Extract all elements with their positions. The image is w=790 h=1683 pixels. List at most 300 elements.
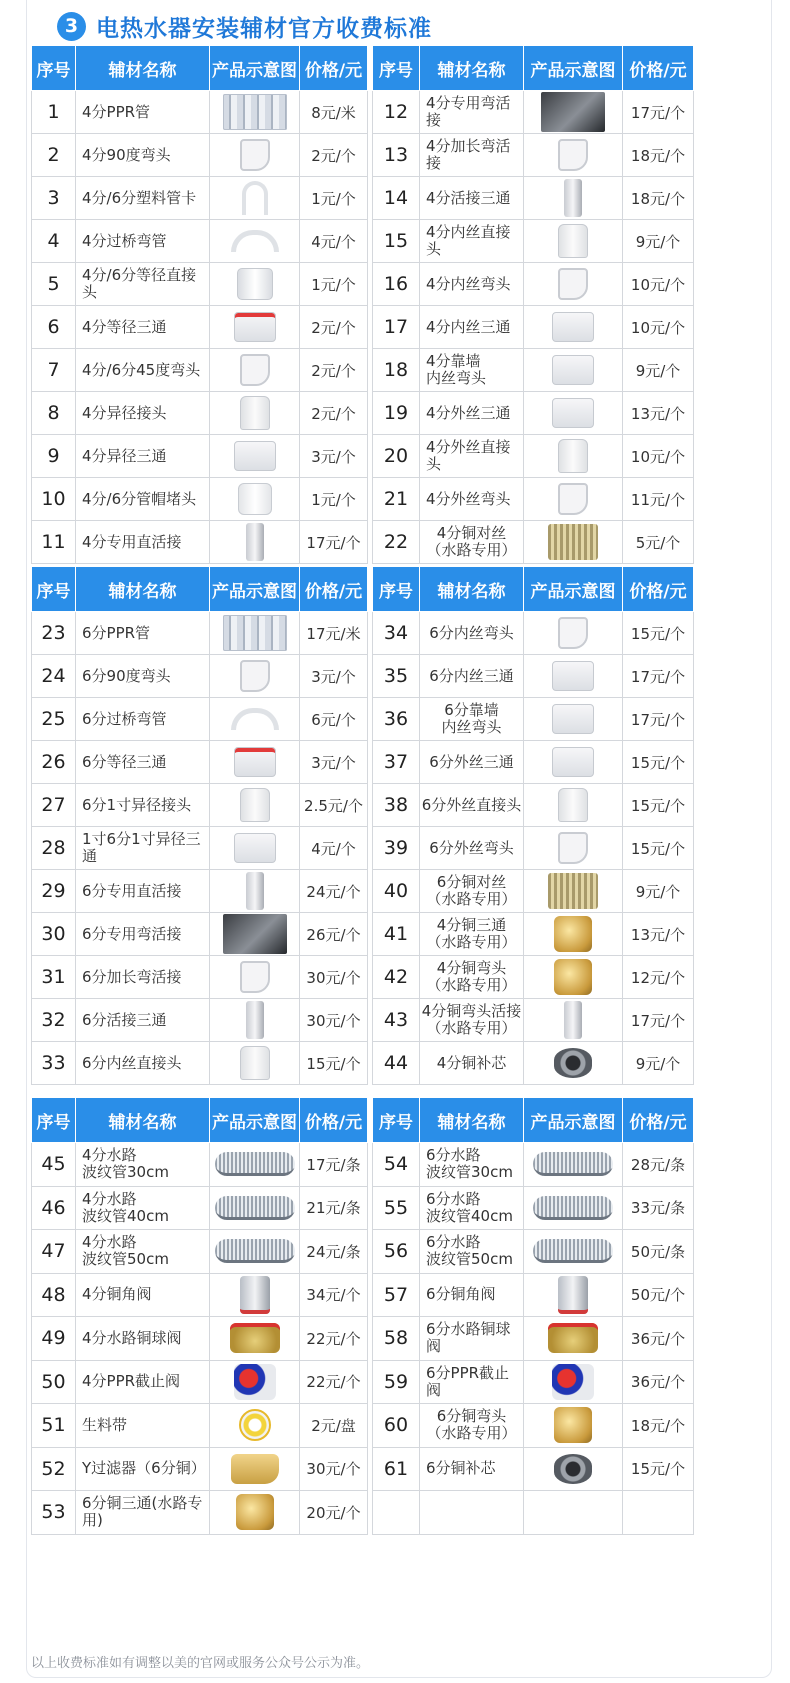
pipe-icon bbox=[223, 94, 287, 130]
item-price: 17元/个 bbox=[623, 999, 694, 1042]
header-image: 产品示意图 bbox=[210, 46, 300, 91]
reducer-icon bbox=[240, 788, 270, 822]
item-price: 15元/个 bbox=[623, 784, 694, 827]
item-price: 3元/个 bbox=[300, 435, 368, 478]
item-name: 6分外丝三通 bbox=[420, 741, 524, 784]
item-price: 10元/个 bbox=[623, 306, 694, 349]
table-row bbox=[373, 1230, 694, 1274]
item-name: 4分铜补芯 bbox=[420, 1042, 524, 1085]
item-image bbox=[210, 1273, 300, 1317]
item-name: 6分内丝弯头 bbox=[420, 612, 524, 655]
table-row bbox=[373, 827, 694, 870]
table-row bbox=[373, 349, 694, 392]
item-price: 24元/个 bbox=[300, 870, 368, 913]
table-row bbox=[373, 1360, 694, 1404]
item-name: 4分水路铜球阀 bbox=[76, 1317, 210, 1361]
item-number: 28 bbox=[32, 827, 76, 870]
item-name: 4分铜三通 （水路专用） bbox=[420, 913, 524, 956]
elbow-icon bbox=[558, 832, 588, 864]
item-number: 2 bbox=[32, 134, 76, 177]
item-name: 4分加长弯活接 bbox=[420, 134, 524, 177]
tee-red-icon bbox=[234, 312, 276, 342]
table-row bbox=[32, 999, 368, 1042]
table-row bbox=[32, 1317, 368, 1361]
item-number: 30 bbox=[32, 913, 76, 956]
item-price: 9元/个 bbox=[623, 1042, 694, 1085]
item-name: 4分靠墙 内丝弯头 bbox=[420, 349, 524, 392]
item-number: 37 bbox=[373, 741, 420, 784]
item-name: 6分外丝弯头 bbox=[420, 827, 524, 870]
table-row bbox=[32, 698, 368, 741]
yfilter-icon bbox=[231, 1454, 279, 1484]
elbow-icon bbox=[558, 483, 588, 515]
table-row bbox=[32, 1360, 368, 1404]
union-icon bbox=[564, 179, 582, 217]
item-number: 18 bbox=[373, 349, 420, 392]
hose-icon bbox=[215, 1152, 295, 1176]
header-image: 产品示意图 bbox=[524, 1098, 623, 1143]
item-name: 4分内丝直接头 bbox=[420, 220, 524, 263]
item-number: 19 bbox=[373, 392, 420, 435]
header-image: 产品示意图 bbox=[524, 46, 623, 91]
table-row bbox=[32, 1143, 368, 1187]
item-image bbox=[210, 1186, 300, 1230]
header-name: 辅材名称 bbox=[420, 567, 524, 612]
item-number: 8 bbox=[32, 392, 76, 435]
item-image bbox=[524, 1143, 623, 1187]
price-table-4 bbox=[372, 567, 694, 1085]
item-image bbox=[210, 827, 300, 870]
item-price: 18元/个 bbox=[623, 1404, 694, 1448]
table-row bbox=[32, 741, 368, 784]
cap-icon bbox=[238, 483, 272, 515]
item-name bbox=[420, 1491, 524, 1535]
header-image: 产品示意图 bbox=[210, 567, 300, 612]
item-name: 4分铜对丝 （水路专用） bbox=[420, 521, 524, 564]
item-number: 42 bbox=[373, 956, 420, 999]
item-number: 40 bbox=[373, 870, 420, 913]
item-name: 4分水路 波纹管50cm bbox=[76, 1230, 210, 1274]
bridge-icon bbox=[231, 230, 279, 252]
item-name: 4分铜角阀 bbox=[76, 1273, 210, 1317]
union-icon bbox=[564, 1001, 582, 1039]
item-price: 9元/个 bbox=[623, 870, 694, 913]
item-price: 18元/个 bbox=[623, 134, 694, 177]
table-row bbox=[32, 612, 368, 655]
item-name: 4分90度弯头 bbox=[76, 134, 210, 177]
tee-icon bbox=[552, 661, 594, 691]
item-image bbox=[210, 263, 300, 306]
table-row bbox=[32, 177, 368, 220]
item-image bbox=[524, 698, 623, 741]
item-price: 30元/个 bbox=[300, 956, 368, 999]
header-price: 价格/元 bbox=[623, 567, 694, 612]
item-image bbox=[524, 521, 623, 564]
item-price: 50元/个 bbox=[623, 1273, 694, 1317]
item-name: 生料带 bbox=[76, 1404, 210, 1448]
item-name: 6分PPR截止阀 bbox=[420, 1360, 524, 1404]
item-name: 4分等径三通 bbox=[76, 306, 210, 349]
bushing-icon bbox=[554, 1048, 592, 1078]
table-row bbox=[32, 827, 368, 870]
item-name: 6分水路 波纹管30cm bbox=[420, 1143, 524, 1187]
item-number: 14 bbox=[373, 177, 420, 220]
table-row bbox=[32, 306, 368, 349]
item-image bbox=[210, 1042, 300, 1085]
item-name: 6分靠墙 内丝弯头 bbox=[420, 698, 524, 741]
section-number-badge: 3 bbox=[57, 12, 86, 41]
item-name: 6分水路 波纹管50cm bbox=[420, 1230, 524, 1274]
table-row bbox=[373, 177, 694, 220]
price-table-2 bbox=[372, 46, 694, 564]
union-icon bbox=[246, 523, 264, 561]
item-image bbox=[210, 1447, 300, 1491]
union-icon bbox=[246, 1001, 264, 1039]
item-price: 10元/个 bbox=[623, 263, 694, 306]
item-name: 6分铜弯头 （水路专用） bbox=[420, 1404, 524, 1448]
item-number: 34 bbox=[373, 612, 420, 655]
item-image bbox=[524, 91, 623, 134]
table-row bbox=[32, 1491, 368, 1535]
table-row bbox=[32, 263, 368, 306]
table-row bbox=[373, 1491, 694, 1535]
item-image bbox=[524, 1360, 623, 1404]
item-image bbox=[210, 1143, 300, 1187]
item-name: 4分活接三通 bbox=[420, 177, 524, 220]
item-number: 61 bbox=[373, 1447, 420, 1491]
item-image bbox=[210, 870, 300, 913]
item-number: 48 bbox=[32, 1273, 76, 1317]
item-name: 6分过桥弯管 bbox=[76, 698, 210, 741]
item-price: 20元/个 bbox=[300, 1491, 368, 1535]
item-image bbox=[210, 1230, 300, 1274]
union-icon bbox=[246, 872, 264, 910]
item-name: 4分PPR管 bbox=[76, 91, 210, 134]
item-number: 1 bbox=[32, 91, 76, 134]
item-image bbox=[524, 177, 623, 220]
header-no: 序号 bbox=[373, 1098, 420, 1143]
item-image bbox=[210, 1491, 300, 1535]
item-name: 6分外丝直接头 bbox=[420, 784, 524, 827]
item-name: 6分铜角阀 bbox=[420, 1273, 524, 1317]
item-image bbox=[524, 612, 623, 655]
item-price: 2元/个 bbox=[300, 306, 368, 349]
item-number: 17 bbox=[373, 306, 420, 349]
item-name: 4分水路 波纹管30cm bbox=[76, 1143, 210, 1187]
item-price: 17元/个 bbox=[623, 91, 694, 134]
item-image bbox=[524, 1317, 623, 1361]
item-image bbox=[210, 435, 300, 478]
item-price: 4元/个 bbox=[300, 220, 368, 263]
item-name: 4分外丝直接头 bbox=[420, 435, 524, 478]
elbow-icon bbox=[240, 354, 270, 386]
item-image bbox=[524, 913, 623, 956]
item-image bbox=[210, 1360, 300, 1404]
item-price bbox=[623, 1491, 694, 1535]
hose-icon bbox=[533, 1196, 613, 1220]
item-name: 6分90度弯头 bbox=[76, 655, 210, 698]
item-image bbox=[524, 655, 623, 698]
elbow-icon bbox=[558, 268, 588, 300]
table-row bbox=[32, 1042, 368, 1085]
elbow-icon bbox=[558, 617, 588, 649]
item-name: 4分内丝弯头 bbox=[420, 263, 524, 306]
header-name: 辅材名称 bbox=[76, 1098, 210, 1143]
item-image bbox=[210, 1404, 300, 1448]
tee-red-icon bbox=[234, 747, 276, 777]
table-row bbox=[32, 1273, 368, 1317]
elbow-icon bbox=[240, 961, 270, 993]
item-price: 2.5元/个 bbox=[300, 784, 368, 827]
item-number: 57 bbox=[373, 1273, 420, 1317]
item-image bbox=[210, 956, 300, 999]
pipe-icon bbox=[223, 615, 287, 651]
item-image bbox=[210, 478, 300, 521]
item-number: 6 bbox=[32, 306, 76, 349]
item-price: 17元/米 bbox=[300, 612, 368, 655]
tape-icon bbox=[239, 1409, 271, 1441]
item-number: 45 bbox=[32, 1143, 76, 1187]
table-row bbox=[373, 913, 694, 956]
item-name: 4分外丝三通 bbox=[420, 392, 524, 435]
item-price: 33元/条 bbox=[623, 1186, 694, 1230]
item-image bbox=[210, 913, 300, 956]
table-row bbox=[32, 91, 368, 134]
item-image bbox=[524, 1491, 623, 1535]
item-name: 4分PPR截止阀 bbox=[76, 1360, 210, 1404]
item-number: 22 bbox=[373, 521, 420, 564]
item-image bbox=[524, 263, 623, 306]
table-row bbox=[373, 478, 694, 521]
elbow-icon bbox=[558, 139, 588, 171]
elbow-icon bbox=[240, 139, 270, 171]
item-number: 51 bbox=[32, 1404, 76, 1448]
item-price: 13元/个 bbox=[623, 392, 694, 435]
item-number: 20 bbox=[373, 435, 420, 478]
item-image bbox=[210, 999, 300, 1042]
item-price: 8元/米 bbox=[300, 91, 368, 134]
item-price: 17元/个 bbox=[623, 698, 694, 741]
header-price: 价格/元 bbox=[623, 1098, 694, 1143]
item-image bbox=[524, 1186, 623, 1230]
table-row bbox=[373, 306, 694, 349]
item-name: 6分铜对丝 （水路专用） bbox=[420, 870, 524, 913]
item-name: 4分/6分管帽堵头 bbox=[76, 478, 210, 521]
item-price: 2元/个 bbox=[300, 392, 368, 435]
item-number: 21 bbox=[373, 478, 420, 521]
item-name: 6分铜补芯 bbox=[420, 1447, 524, 1491]
item-image bbox=[524, 435, 623, 478]
price-table-3 bbox=[31, 567, 368, 1085]
item-image bbox=[210, 349, 300, 392]
item-number: 59 bbox=[373, 1360, 420, 1404]
stop-icon bbox=[234, 1364, 276, 1400]
item-price: 15元/个 bbox=[623, 827, 694, 870]
item-number: 31 bbox=[32, 956, 76, 999]
hose-icon bbox=[533, 1152, 613, 1176]
valve-icon bbox=[558, 1276, 588, 1314]
item-image bbox=[210, 134, 300, 177]
item-price: 50元/条 bbox=[623, 1230, 694, 1274]
item-image bbox=[524, 827, 623, 870]
item-number: 26 bbox=[32, 741, 76, 784]
item-image bbox=[524, 134, 623, 177]
item-image bbox=[210, 698, 300, 741]
header-name: 辅材名称 bbox=[420, 1098, 524, 1143]
item-image bbox=[524, 478, 623, 521]
table-row bbox=[373, 263, 694, 306]
item-name: Y过滤器（6分铜） bbox=[76, 1447, 210, 1491]
ball-icon bbox=[548, 1323, 598, 1353]
item-name: 4分异径三通 bbox=[76, 435, 210, 478]
reducer-icon bbox=[240, 1046, 270, 1080]
item-number: 32 bbox=[32, 999, 76, 1042]
item-number: 54 bbox=[373, 1143, 420, 1187]
item-price: 18元/个 bbox=[623, 177, 694, 220]
item-name: 4分铜弯头活接 （水路专用） bbox=[420, 999, 524, 1042]
item-number: 11 bbox=[32, 521, 76, 564]
table-row bbox=[373, 91, 694, 134]
item-name: 6分内丝直接头 bbox=[76, 1042, 210, 1085]
item-price: 2元/个 bbox=[300, 349, 368, 392]
item-image bbox=[210, 521, 300, 564]
table-row bbox=[373, 870, 694, 913]
item-number: 3 bbox=[32, 177, 76, 220]
table-row bbox=[373, 1317, 694, 1361]
item-name: 6分等径三通 bbox=[76, 741, 210, 784]
item-name: 1寸6分1寸异径三通 bbox=[76, 827, 210, 870]
item-name: 4分过桥弯管 bbox=[76, 220, 210, 263]
item-price: 6元/个 bbox=[300, 698, 368, 741]
header-price: 价格/元 bbox=[300, 1098, 368, 1143]
item-name: 4分/6分45度弯头 bbox=[76, 349, 210, 392]
table-row bbox=[32, 784, 368, 827]
item-price: 21元/条 bbox=[300, 1186, 368, 1230]
photo-icon bbox=[223, 914, 287, 954]
item-number: 27 bbox=[32, 784, 76, 827]
item-price: 2元/个 bbox=[300, 134, 368, 177]
item-price: 2元/盘 bbox=[300, 1404, 368, 1448]
item-image bbox=[210, 306, 300, 349]
item-number: 29 bbox=[32, 870, 76, 913]
table-row bbox=[373, 220, 694, 263]
item-image bbox=[210, 392, 300, 435]
brassfit-icon bbox=[236, 1494, 274, 1530]
item-name: 4分/6分等径直接头 bbox=[76, 263, 210, 306]
item-image bbox=[210, 1317, 300, 1361]
header-no: 序号 bbox=[373, 567, 420, 612]
item-name: 6分内丝三通 bbox=[420, 655, 524, 698]
header-no: 序号 bbox=[373, 46, 420, 91]
table-row bbox=[373, 1186, 694, 1230]
price-table-1 bbox=[31, 46, 368, 564]
item-price: 34元/个 bbox=[300, 1273, 368, 1317]
tee-icon bbox=[552, 747, 594, 777]
table-row bbox=[32, 1404, 368, 1448]
tee-icon bbox=[234, 833, 276, 863]
tee-icon bbox=[552, 398, 594, 428]
item-image bbox=[524, 1042, 623, 1085]
table-row bbox=[32, 913, 368, 956]
tee-icon bbox=[552, 355, 594, 385]
reducer-icon bbox=[558, 439, 588, 473]
brassfit-icon bbox=[554, 959, 592, 995]
item-number: 35 bbox=[373, 655, 420, 698]
table-row bbox=[32, 134, 368, 177]
item-price: 30元/个 bbox=[300, 999, 368, 1042]
table-row bbox=[32, 1447, 368, 1491]
item-number: 52 bbox=[32, 1447, 76, 1491]
item-price: 36元/个 bbox=[623, 1360, 694, 1404]
brassfit-icon bbox=[554, 916, 592, 952]
item-image bbox=[524, 220, 623, 263]
item-name: 6分专用弯活接 bbox=[76, 913, 210, 956]
table-row bbox=[373, 698, 694, 741]
item-image bbox=[210, 741, 300, 784]
item-price: 12元/个 bbox=[623, 956, 694, 999]
photo-icon bbox=[541, 92, 605, 132]
item-number: 36 bbox=[373, 698, 420, 741]
item-price: 36元/个 bbox=[623, 1317, 694, 1361]
item-name: 4分专用直活接 bbox=[76, 521, 210, 564]
item-price: 28元/条 bbox=[623, 1143, 694, 1187]
item-price: 15元/个 bbox=[300, 1042, 368, 1085]
item-image bbox=[524, 1230, 623, 1274]
item-price: 9元/个 bbox=[623, 220, 694, 263]
item-name: 6分水路 波纹管40cm bbox=[420, 1186, 524, 1230]
item-number: 13 bbox=[373, 134, 420, 177]
item-number: 23 bbox=[32, 612, 76, 655]
item-price: 22元/个 bbox=[300, 1360, 368, 1404]
item-number: 25 bbox=[32, 698, 76, 741]
table-row bbox=[373, 1143, 694, 1187]
item-name: 6分活接三通 bbox=[76, 999, 210, 1042]
section-title bbox=[57, 8, 432, 44]
item-image bbox=[524, 999, 623, 1042]
item-image bbox=[210, 655, 300, 698]
item-price: 1元/个 bbox=[300, 263, 368, 306]
brassfit-icon bbox=[554, 1407, 592, 1443]
item-number: 43 bbox=[373, 999, 420, 1042]
item-name: 6分1寸异径接头 bbox=[76, 784, 210, 827]
item-price: 15元/个 bbox=[623, 1447, 694, 1491]
item-number: 56 bbox=[373, 1230, 420, 1274]
header-no: 序号 bbox=[32, 46, 76, 91]
item-number: 12 bbox=[373, 91, 420, 134]
table-row bbox=[373, 956, 694, 999]
table-row bbox=[373, 435, 694, 478]
item-number: 15 bbox=[373, 220, 420, 263]
hose-icon bbox=[533, 1239, 613, 1263]
table-row bbox=[32, 956, 368, 999]
table-row bbox=[32, 220, 368, 263]
item-price: 17元/个 bbox=[623, 655, 694, 698]
item-number: 50 bbox=[32, 1360, 76, 1404]
item-price: 3元/个 bbox=[300, 655, 368, 698]
section-title-text: 电热水器安装辅材官方收费标准 bbox=[96, 15, 432, 42]
bridge-icon bbox=[231, 708, 279, 730]
table-row bbox=[373, 521, 694, 564]
item-image bbox=[210, 784, 300, 827]
brass-icon bbox=[548, 524, 598, 560]
item-price: 4元/个 bbox=[300, 827, 368, 870]
hose-icon bbox=[215, 1239, 295, 1263]
header-price: 价格/元 bbox=[623, 46, 694, 91]
item-price: 17元/个 bbox=[300, 521, 368, 564]
brass-icon bbox=[548, 873, 598, 909]
table-row bbox=[32, 1186, 368, 1230]
item-name: 4分专用弯活接 bbox=[420, 91, 524, 134]
